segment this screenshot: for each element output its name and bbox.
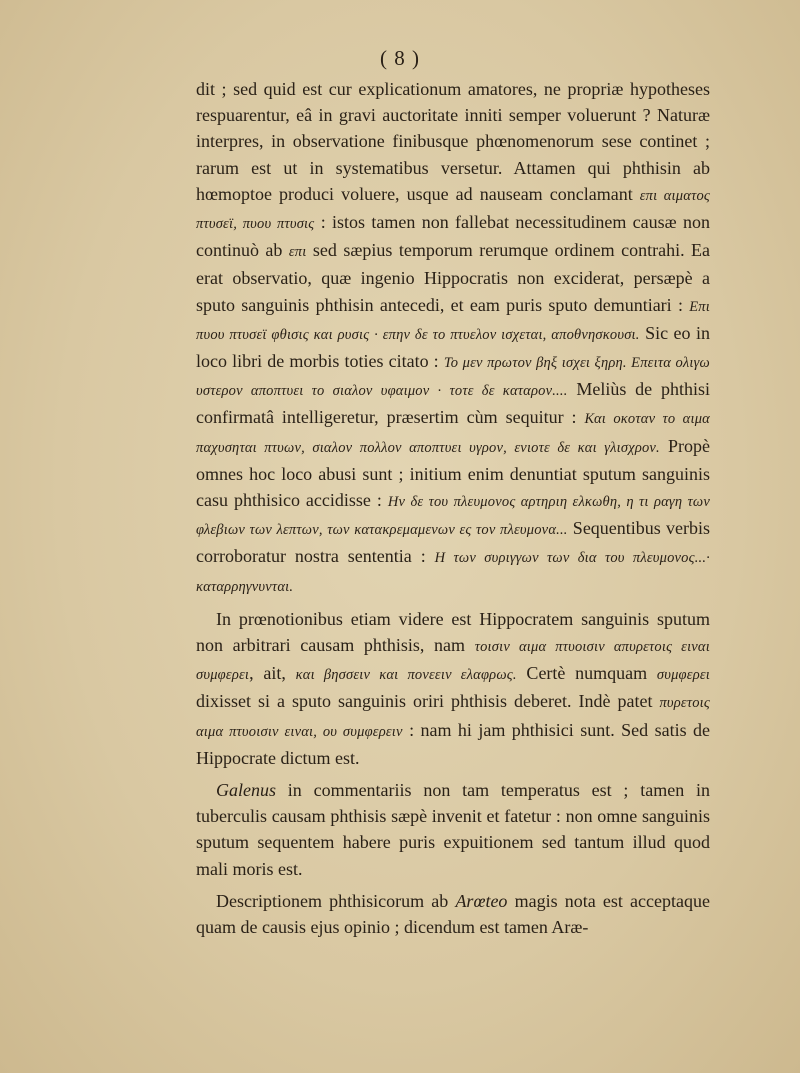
- latin-text: Propè omnes hoc loco abusi sunt ; initium enim denuntiat sputum sanguinis casu phthisico accidisse :: [196, 435, 710, 511]
- latin-text: dit ; sed quid est cur explicationum amatores, ne propriæ hypotheses respuarentur, eâ in gravi auctoritate inniti semper voluerunt ? Naturæ interpres, in observatione finibusque phœnomenorum sese continet ; rarum est ut in systematibus versetur. Attamen qui phthisin ab hœmoptoe produci voluere, usque ad nauseam conclamant: [196, 79, 710, 204]
- greek-quote: επι αιματος πτυσεϊ, πυου πτυσις: [196, 187, 710, 233]
- latin-text: sed sæpius temporum rerumque ordinem contrahi. Ea erat observatio, quæ ingenio Hippocratis non exciderat, persæpè a sputo sanguinis phthisin antecedi, et eam puris sputo demuntiari :: [196, 240, 710, 315]
- latin-text: dixisset si a sputo sanguinis oriri phthisis deberet. Indè patet: [196, 691, 660, 712]
- paragraph-4: [196, 888, 710, 940]
- greek-quote: Και οκοταν το αιμα παχυσηται πτυων, σιαλον πολλον αποπτυει υγρον, ενιοτε δε και γλισχρον.: [196, 411, 710, 456]
- latin-text: Certè numquam: [516, 663, 657, 684]
- greek-quote: Το μεν πρωτον βηξ ισχει ξηρη. Επειτα ολιγω υστερον αποπτυει το σιαλον υφαιμον · τοτε δε καταρον....: [196, 355, 710, 400]
- greek-quote: συμφερει: [656, 667, 710, 684]
- latin-text: , ait,: [249, 663, 296, 684]
- page-number: ( 8 ): [380, 46, 420, 70]
- latin-text: : nam hi jam phthisici sunt. Sed satis de Hippocrate dictum est.: [196, 719, 710, 768]
- body-text: [196, 76, 710, 940]
- latin-text: Descriptionem phthisicorum ab: [216, 890, 456, 911]
- latin-text: Sic eo in loco libri de morbis toties citato :: [196, 322, 711, 372]
- greek-quote: πυρετοις αιμα πτυοισιν ειναι, ου συμφερειν: [196, 695, 710, 740]
- greek-quote: τοισιν αιμα πτυοισιν απυρετοις ειναι συμφερει: [196, 639, 710, 684]
- greek-quote: Ην δε του πλευμονος αρτηριη ελκωθη, η τι ραγη των φλεβιων των λεπτων, των κατακρεμαμενων ες τον πλευμονα...: [196, 494, 710, 539]
- paragraph-3: [196, 777, 710, 882]
- greek-quote: και βησσειν και πονεειν ελαφρως.: [295, 667, 517, 684]
- author-name: Arœteo: [455, 890, 508, 911]
- greek-quote: Επι πυου πτυσεϊ φθισις και ρυσις · επην δε το πτυελον ισχεται, αποθνησκουσι.: [196, 298, 710, 343]
- paragraph-2: [196, 606, 710, 771]
- latin-text: In prœnotionibus etiam videre est Hippocratem sanguinis sputum non arbitrari causam phthisis, nam: [196, 608, 710, 656]
- latin-text: in commentariis non tam temperatus est ; tamen in tuberculis causam phthisis sæpè invenit et fatetur : non omne sanguinis sputum sequentem habere puris expuitionem sed tantum illud quod mali moris est.: [196, 780, 710, 879]
- latin-text: magis nota est acceptaque quam de causis ejus opinio ; dicendum est tamen Aræ-: [196, 890, 710, 938]
- greek-quote: Η των συριγγων των δια του πλευμονος...· καταρρηγνυνται.: [196, 550, 710, 595]
- latin-text: Meliùs de phthisi confirmatâ intelligeretur, præsertim cùm sequitur :: [196, 379, 710, 428]
- author-name: Galenus: [216, 780, 276, 801]
- greek-quote: επι: [288, 244, 307, 261]
- latin-text: : istos tamen non fallebat necessitudinem causæ non continuò ab: [196, 212, 710, 261]
- latin-text: Sequentibus verbis corroboratur nostra sententia :: [196, 518, 710, 567]
- paragraph-1: [196, 76, 710, 600]
